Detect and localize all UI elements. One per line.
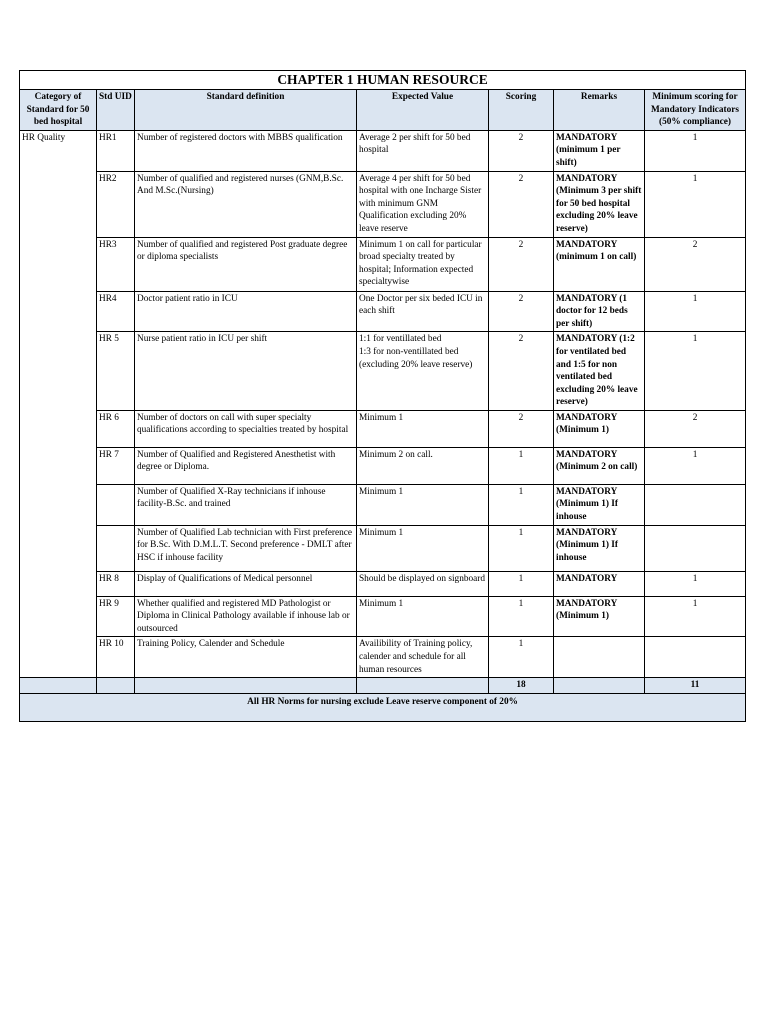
remarks-cell: MANDATORY (minimum 1 on call) — [554, 237, 645, 291]
uid-cell: HR3 — [97, 237, 135, 291]
totals-row — [20, 678, 746, 694]
expected-value-cell: Average 2 per shift for 50 bed hospital — [357, 130, 489, 171]
total-empty-cell — [357, 678, 489, 694]
definition-cell: Training Policy, Calender and Schedule — [135, 637, 357, 678]
uid-cell: HR 6 — [97, 410, 135, 447]
scoring-cell: 1 — [489, 484, 554, 525]
definition-cell: Number of qualified and registered Post graduate degree or diploma specialists — [135, 237, 357, 291]
table-row — [20, 596, 746, 637]
definition-cell: Number of qualified and registered nurses (GNM,B.Sc. And M.Sc.(Nursing) — [135, 171, 357, 237]
scoring-cell: 2 — [489, 171, 554, 237]
header-standard-definition: Standard definition — [135, 90, 357, 131]
header-scoring: Scoring — [489, 90, 554, 131]
minimum-cell: 1 — [645, 596, 746, 637]
expected-value-cell: 1:1 for ventillated bed 1:3 for non-ventillated bed (excluding 20% leave reserve) — [357, 332, 489, 411]
total-minimum: 11 — [645, 678, 746, 694]
minimum-cell: 2 — [645, 410, 746, 447]
uid-cell: HR 7 — [97, 447, 135, 484]
definition-cell: Doctor patient ratio in ICU — [135, 291, 357, 332]
minimum-cell: 1 — [645, 571, 746, 596]
table-row — [20, 525, 746, 571]
scoring-cell: 2 — [489, 237, 554, 291]
expected-value-cell: Minimum 1 — [357, 410, 489, 447]
uid-cell: HR2 — [97, 171, 135, 237]
chapter-title: CHAPTER 1 HUMAN RESOURCE — [20, 71, 746, 90]
remarks-cell: MANDATORY (Minimum 1) — [554, 596, 645, 637]
definition-cell: Nurse patient ratio in ICU per shift — [135, 332, 357, 411]
header-remarks: Remarks — [554, 90, 645, 131]
scoring-cell: 2 — [489, 410, 554, 447]
total-empty-cell — [135, 678, 357, 694]
total-empty-cell — [554, 678, 645, 694]
expected-value-cell: Minimum 1 on call for particular broad specialty treated by hospital; Information expected specialtywise — [357, 237, 489, 291]
total-empty-cell — [20, 678, 97, 694]
total-scoring: 18 — [489, 678, 554, 694]
minimum-cell: 2 — [645, 237, 746, 291]
hr-standards-table — [19, 70, 746, 722]
expected-value-cell: One Doctor per six beded ICU in each shift — [357, 291, 489, 332]
total-empty-cell — [97, 678, 135, 694]
header-expected-value: Expected Value — [357, 90, 489, 131]
header-std-uid: Std UID — [97, 90, 135, 131]
minimum-cell — [645, 484, 746, 525]
expected-value-cell: Minimum 1 — [357, 525, 489, 571]
minimum-cell: 1 — [645, 171, 746, 237]
scoring-cell: 2 — [489, 130, 554, 171]
definition-cell: Number of Qualified Lab technician with First preference for B.Sc. With D.M.L.T. Second preference - DMLT after HSC if inhouse facility — [135, 525, 357, 571]
expected-value-cell: Should be displayed on signboard — [357, 571, 489, 596]
definition-cell: Number of doctors on call with super specialty qualifications according to specialties treated by hospital — [135, 410, 357, 447]
remarks-cell: MANDATORY (1 doctor for 12 beds per shift) — [554, 291, 645, 332]
minimum-cell: 1 — [645, 291, 746, 332]
scoring-cell: 2 — [489, 332, 554, 411]
expected-value-cell: Availibility of Training policy, calender and schedule for all human resources — [357, 637, 489, 678]
expected-value-cell: Minimum 1 — [357, 484, 489, 525]
scoring-cell: 1 — [489, 447, 554, 484]
uid-cell: HR 8 — [97, 571, 135, 596]
scoring-cell: 1 — [489, 596, 554, 637]
header-category: Category of Standard for 50 bed hospital — [20, 90, 97, 131]
uid-cell: HR 9 — [97, 596, 135, 637]
scoring-cell: 1 — [489, 525, 554, 571]
header-minimum-scoring: Minimum scoring for Mandatory Indicators (50% compliance) — [645, 90, 746, 131]
expected-value-cell: Minimum 1 — [357, 596, 489, 637]
table-row — [20, 571, 746, 596]
remarks-cell: MANDATORY — [554, 571, 645, 596]
table-row — [20, 237, 746, 291]
table-row — [20, 637, 746, 678]
title-row — [20, 71, 746, 90]
table-row — [20, 410, 746, 447]
header-row — [20, 90, 746, 131]
table-row — [20, 291, 746, 332]
minimum-cell: 1 — [645, 130, 746, 171]
table-row — [20, 484, 746, 525]
scoring-cell: 1 — [489, 571, 554, 596]
expected-value-cell: Average 4 per shift for 50 bed hospital with one Incharge Sister with minimum GNM Qualification excluding 20% leave reserve — [357, 171, 489, 237]
remarks-cell: MANDATORY (Minimum 1) — [554, 410, 645, 447]
scoring-cell: 2 — [489, 291, 554, 332]
expected-value-cell: Minimum 2 on call. — [357, 447, 489, 484]
remarks-cell: MANDATORY (Minimum 2 on call) — [554, 447, 645, 484]
uid-cell: HR4 — [97, 291, 135, 332]
definition-cell: Number of Qualified X-Ray technicians if inhouse facility-B.Sc. and trained — [135, 484, 357, 525]
table-row — [20, 171, 746, 237]
minimum-cell: 1 — [645, 332, 746, 411]
uid-cell — [97, 525, 135, 571]
table-row — [20, 332, 746, 411]
remarks-cell: MANDATORY (Minimum 1) If inhouse — [554, 484, 645, 525]
table-row — [20, 130, 746, 171]
leave-reserve-note: All HR Norms for nursing exclude Leave reserve component of 20% — [20, 693, 746, 721]
minimum-cell — [645, 525, 746, 571]
definition-cell: Whether qualified and registered MD Pathologist or Diploma in Clinical Pathology available if inhouse lab or outsourced — [135, 596, 357, 637]
category-cell: HR Quality — [20, 130, 97, 677]
definition-cell: Number of registered doctors with MBBS qualification — [135, 130, 357, 171]
definition-cell: Number of Qualified and Registered Anesthetist with degree or Diploma. — [135, 447, 357, 484]
remarks-cell: MANDATORY (Minimum 3 per shift for 50 bed hospital excluding 20% leave reserve) — [554, 171, 645, 237]
uid-cell: HR 5 — [97, 332, 135, 411]
scoring-cell: 1 — [489, 637, 554, 678]
remarks-cell: MANDATORY (1:2 for ventilated bed and 1:5 for non ventilated bed excluding 20% leave reserve) — [554, 332, 645, 411]
uid-cell: HR 10 — [97, 637, 135, 678]
definition-cell: Display of Qualifications of Medical personnel — [135, 571, 357, 596]
remarks-cell: MANDATORY (minimum 1 per shift) — [554, 130, 645, 171]
table-row — [20, 447, 746, 484]
uid-cell — [97, 484, 135, 525]
uid-cell: HR1 — [97, 130, 135, 171]
remarks-cell: MANDATORY (Minimum 1) If inhouse — [554, 525, 645, 571]
remarks-cell — [554, 637, 645, 678]
minimum-cell — [645, 637, 746, 678]
minimum-cell: 1 — [645, 447, 746, 484]
note-row — [20, 693, 746, 721]
